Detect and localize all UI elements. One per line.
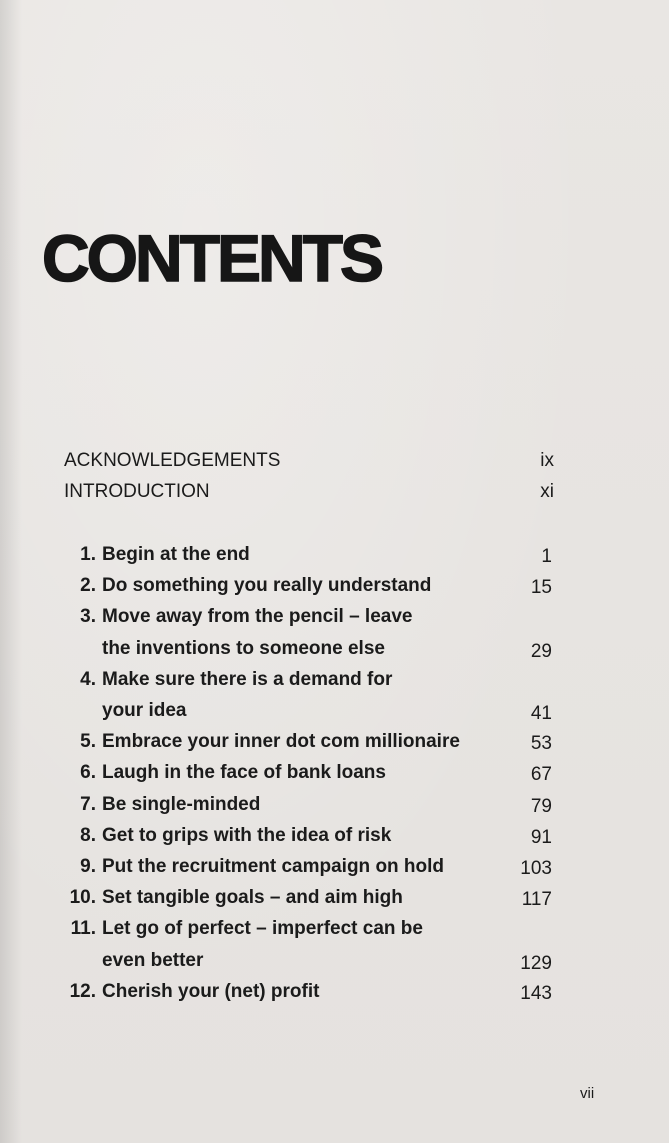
chapter-entry [64,539,554,570]
chapter-number: 2. [80,575,96,597]
chapter-title-line: Cherish your (net) profit [102,980,320,1002]
chapter-page-number: 129 [520,952,552,974]
chapter-entry [64,820,554,851]
front-matter-page: ix [540,450,554,471]
chapter-page-number: 29 [530,640,552,662]
chapter-entry [64,789,554,820]
gutter-shadow [0,0,22,1143]
chapter-title-line: even better [102,949,204,971]
front-matter-page: xi [540,481,554,502]
chapter-page-number: 103 [520,858,552,879]
chapter-entry [64,664,554,726]
chapter-title-line: Make sure there is a demand for [102,668,393,690]
chapter-page-number: 143 [520,982,552,1004]
chapter-number: 8. [80,824,96,846]
chapter-entry [64,913,554,975]
front-matter-row-introduction [64,478,554,506]
chapter-page-number: 67 [530,764,552,786]
chapter-number: 10. [69,887,96,909]
chapter-entry [64,851,554,882]
chapter-number: 12. [69,980,96,1002]
chapter-page-number: 117 [521,889,552,911]
chapter-entry [64,570,554,601]
chapter-entry [64,882,554,913]
chapter-page-number: 41 [530,702,552,724]
contents-heading: CONTENTS [42,221,381,295]
chapter-entry [64,601,554,663]
chapter-entry [64,757,554,788]
chapter-title-line: the inventions to someone else [102,637,385,659]
chapter-title-line: Do something you really understand [102,575,432,597]
chapter-title-line: Laugh in the face of bank loans [102,762,386,784]
chapter-number: 1. [80,544,96,565]
front-matter-title: ACKNOWLEDGEMENTS [64,450,281,471]
chapter-page-number: 1 [541,546,552,567]
chapter-title-line: Embrace your inner dot com millionaire [102,731,460,753]
chapter-number: 6. [80,762,96,784]
chapter-title-line: Be single-minded [102,793,261,815]
chapter-page-number: 53 [530,733,552,755]
chapter-number: 4. [80,668,96,690]
page-number: vii [580,1085,595,1102]
chapter-title-line: Get to grips with the idea of risk [102,824,392,846]
chapter-title-line: your idea [102,699,187,721]
chapter-number: 7. [80,793,96,815]
chapter-title-line: Put the recruitment campaign on hold [102,856,445,877]
chapter-title-line: Move away from the pencil – leave [102,606,413,628]
chapter-page-number: 79 [530,795,552,817]
chapter-title-line: Begin at the end [102,544,250,565]
chapter-page-number: 91 [530,826,552,848]
front-matter-title: INTRODUCTION [64,481,210,502]
chapter-entry [64,976,554,1007]
chapter-number: 5. [80,731,96,753]
chapter-title-line: Set tangible goals – and aim high [102,887,403,909]
chapter-number: 3. [80,606,96,628]
chapter-entry [64,726,554,757]
chapter-number: 11. [70,918,96,940]
front-matter-row-acknowledgements [64,447,554,475]
chapter-title-line: Let go of perfect – imperfect can be [102,918,423,940]
chapter-number: 9. [80,856,96,877]
chapter-page-number: 15 [530,577,552,599]
